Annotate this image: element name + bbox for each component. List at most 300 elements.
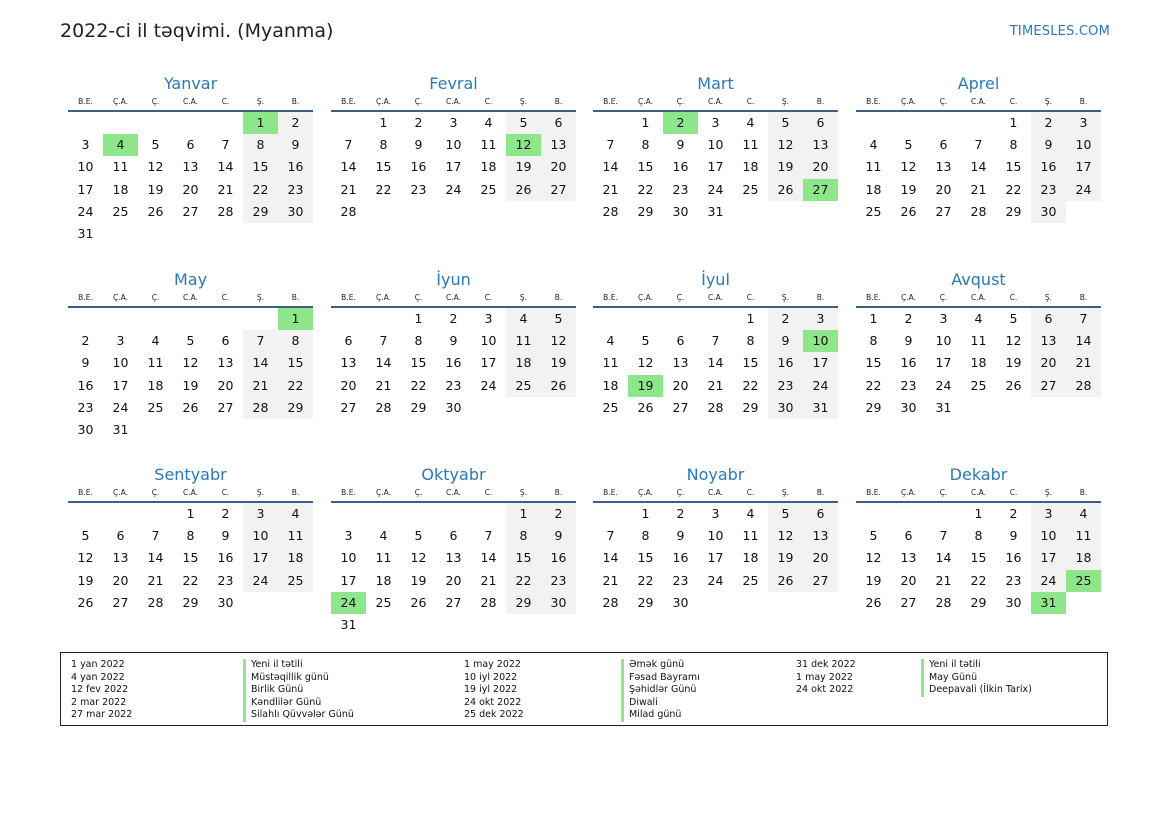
day-cell: 3 [116,333,125,349]
day-cell: 8 [278,330,313,352]
day-cell: 3 [449,115,458,130]
legend-holiday-name: Birlik Günü [243,684,354,697]
day-cell: 25 [278,570,313,592]
day-cell: 26 [77,594,94,610]
day-cell: 19 [506,156,541,178]
day-cell: 31 [803,397,838,419]
weekday-label: B.E. [78,293,93,302]
weekday-label: B. [554,293,563,302]
weekday-header [331,485,576,503]
day-cell: 30 [900,399,917,415]
empty-cell [593,503,628,525]
day-cell: 18 [742,550,759,566]
day-cell: 25 [375,594,392,610]
holiday-day-cell: 27 [803,179,838,201]
day-cell: 24 [1031,570,1066,592]
day-cell: 8 [414,333,423,349]
month-name: İyun [436,270,471,289]
empty-cell [243,308,278,330]
day-cell: 23 [445,377,462,393]
day-cell: 20 [182,181,199,197]
day-cell: 21 [602,181,619,197]
weekday-label: B. [1079,488,1088,497]
day-cell: 6 [116,528,125,544]
empty-cell [138,503,173,525]
day-cell: 16 [77,377,94,393]
day-cell: 4 [606,333,615,349]
month-name: Aprel [957,74,1000,93]
day-cell: 28 [375,399,392,415]
weekday-label: Ç. [414,97,423,106]
day-cell: 5 [869,528,878,544]
day-cell: 15 [970,550,987,566]
weekday-label: C.A. [970,97,986,106]
weekday-label: B. [816,293,825,302]
day-cell: 16 [445,355,462,371]
day-cell: 10 [935,333,952,349]
weekday-label: C. [1009,488,1018,497]
day-cell: 29 [742,399,759,415]
day-cell: 16 [900,355,917,371]
day-cell: 27 [340,399,357,415]
day-cell: 26 [541,375,576,397]
day-cell: 2 [278,112,313,134]
weekday-label: C. [1009,293,1018,302]
holiday-day-cell: 1 [278,308,313,330]
legend-date: 1 may 2022 [464,659,521,670]
empty-cell [436,503,471,525]
day-cell: 1 [746,311,755,326]
day-cell: 29 [637,594,654,610]
weekday-label: Ş. [519,97,528,106]
day-cell: 3 [803,308,838,330]
holiday-day-cell: 2 [663,112,698,134]
day-cell: 11 [278,525,313,547]
day-cell: 16 [672,550,689,566]
weekday-label: B.E. [866,488,881,497]
day-cell: 8 [506,525,541,547]
day-cell: 28 [243,397,278,419]
day-cell: 12 [768,134,803,156]
day-cell: 22 [970,572,987,588]
day-cell: 5 [151,137,160,153]
day-cell: 25 [112,203,129,219]
day-cell: 10 [707,137,724,153]
day-cell: 10 [480,333,497,349]
weekday-label: Ç.A. [375,488,391,497]
month-3 [593,73,838,223]
weekday-label: B.E. [603,97,618,106]
weekday-label: Ç.A. [375,97,391,106]
day-cell: 17 [112,377,129,393]
weekday-label: C. [484,488,493,497]
day-cell: 1 [641,115,650,130]
month-8 [856,269,1101,419]
day-cell: 9 [768,330,803,352]
legend-date: 24 okt 2022 [464,696,522,708]
day-cell: 20 [1031,352,1066,374]
day-cell: 5 [186,333,195,349]
empty-cell [173,308,208,330]
weekday-header [593,94,838,112]
day-cell: 6 [1031,308,1066,330]
day-cell: 4 [379,528,388,544]
day-cell: 12 [768,525,803,547]
empty-cell [103,308,138,330]
legend-holiday-name: Silahlı Qüvvələr Günü [243,709,354,722]
weekday-label: C.A. [970,488,986,497]
weekday-label: Ç. [939,293,948,302]
day-cell: 11 [742,528,759,544]
month-2 [331,73,576,223]
day-cell: 23 [672,181,689,197]
day-cell: 8 [746,333,755,349]
weekday-label: B. [816,488,825,497]
day-cell: 16 [541,547,576,569]
weekday-label: B. [1079,293,1088,302]
weekday-label: Ç.A. [900,488,916,497]
holiday-day-cell: 12 [506,134,541,156]
weekday-header [68,485,313,503]
day-cell: 22 [865,377,882,393]
day-cell: 26 [900,203,917,219]
month-6 [331,269,576,419]
day-cell: 18 [112,181,129,197]
day-grid [68,308,313,441]
day-cell: 26 [410,594,427,610]
empty-cell [331,308,366,330]
weekday-label: Ş. [519,488,528,497]
day-cell: 14 [480,550,497,566]
day-cell: 3 [711,115,720,130]
day-cell: 29 [506,592,541,614]
day-cell: 13 [182,159,199,175]
legend-names-3 [921,659,1032,697]
day-cell: 15 [637,550,654,566]
weekday-label: Ç.A. [112,293,128,302]
month-name: Mart [697,74,734,93]
weekday-label: Ş. [1044,293,1053,302]
day-cell: 2 [768,308,803,330]
day-cell: 16 [217,550,234,566]
day-cell: 29 [637,203,654,219]
empty-cell [401,503,436,525]
empty-cell [68,112,103,134]
day-cell: 21 [243,375,278,397]
day-grid [593,112,838,223]
day-cell: 21 [1066,352,1101,374]
day-cell: 3 [939,311,948,326]
legend-holiday-name: Fəsad Bayramı [621,672,700,685]
day-cell: 12 [637,355,654,371]
day-cell: 16 [1005,550,1022,566]
weekday-label: C.A. [445,488,461,497]
day-cell: 14 [340,159,357,175]
weekday-label: B.E. [341,293,356,302]
empty-cell [68,308,103,330]
day-cell: 7 [243,330,278,352]
holiday-day-cell: 4 [103,134,138,156]
day-cell: 28 [602,203,619,219]
empty-cell [926,112,961,134]
legend-holiday-name: Deepavali (İlkin Tarix) [921,684,1032,697]
weekday-label: Ç. [151,293,160,302]
day-cell: 12 [77,550,94,566]
day-cell: 27 [112,594,129,610]
day-cell: 20 [541,156,576,178]
day-cell: 14 [602,550,619,566]
empty-cell [593,112,628,134]
weekday-header [68,290,313,308]
weekday-label: C. [221,97,230,106]
day-cell: 20 [112,572,129,588]
day-cell: 22 [182,572,199,588]
day-grid [68,503,313,614]
day-cell: 19 [541,352,576,374]
empty-cell [961,112,996,134]
day-cell: 14 [935,550,952,566]
day-cell: 18 [147,377,164,393]
day-cell: 13 [935,159,952,175]
weekday-label: C. [746,97,755,106]
day-cell: 19 [147,181,164,197]
day-cell: 17 [77,181,94,197]
day-cell: 15 [865,355,882,371]
legend-holiday-name: Yeni il tətili [243,659,354,672]
holiday-day-cell: 31 [1031,592,1066,614]
weekday-label: Ç.A. [900,97,916,106]
day-cell: 11 [970,333,987,349]
weekday-header [331,290,576,308]
weekday-header [68,94,313,112]
weekday-label: Ş. [256,293,265,302]
day-cell: 7 [221,137,230,153]
day-cell: 7 [484,528,493,544]
day-cell: 3 [1066,112,1101,134]
day-cell: 29 [278,397,313,419]
day-cell: 27 [182,203,199,219]
day-cell: 16 [410,159,427,175]
day-grid [593,308,838,419]
weekday-label: B. [291,97,300,106]
day-cell: 30 [217,594,234,610]
holiday-day-cell: 25 [1066,570,1101,592]
weekday-label: B.E. [866,293,881,302]
month-name: Sentyabr [154,465,227,484]
day-cell: 20 [340,377,357,393]
day-cell: 23 [1005,572,1022,588]
day-cell: 1 [506,503,541,525]
weekday-label: B.E. [341,488,356,497]
month-name: Noyabr [686,465,745,484]
day-cell: 24 [707,181,724,197]
legend-date: 10 iyl 2022 [464,671,518,683]
legend-date: 31 dek 2022 [796,659,856,670]
day-cell: 10 [77,159,94,175]
day-cell: 7 [151,528,160,544]
month-4 [856,73,1101,223]
month-name: Fevral [429,74,478,93]
day-cell: 15 [637,159,654,175]
day-cell: 25 [970,377,987,393]
day-cell: 17 [707,159,724,175]
weekday-label: C.A. [707,293,723,302]
day-cell: 17 [243,547,278,569]
page-title: 2022-ci il təqvimi. (Myanma) [60,20,334,42]
day-cell: 12 [147,159,164,175]
brand-link[interactable]: TIMESLES.COM [1009,24,1110,39]
month-name: Avqust [951,270,1006,289]
day-cell: 7 [606,137,615,153]
day-cell: 9 [1031,134,1066,156]
day-cell: 22 [742,377,759,393]
month-11 [593,464,838,614]
day-cell: 23 [77,399,94,415]
day-cell: 25 [742,181,759,197]
day-grid [856,308,1101,419]
day-cell: 2 [221,506,230,521]
day-cell: 13 [1031,330,1066,352]
day-cell: 15 [182,550,199,566]
day-cell: 26 [865,594,882,610]
weekday-header [593,290,838,308]
day-cell: 5 [768,503,803,525]
day-grid [68,112,313,245]
day-cell: 21 [375,377,392,393]
empty-cell [698,308,733,330]
day-cell: 7 [379,333,388,349]
day-cell: 17 [340,572,357,588]
day-cell: 10 [1066,134,1101,156]
day-cell: 9 [676,528,685,544]
day-cell: 7 [606,528,615,544]
weekday-label: Ç. [414,293,423,302]
day-cell: 1 [974,506,983,521]
day-cell: 7 [344,137,353,153]
day-cell: 27 [445,594,462,610]
holiday-day-cell: 1 [243,112,278,134]
empty-cell [331,112,366,134]
weekday-label: C. [221,293,230,302]
weekday-header [856,94,1101,112]
legend-date: 4 yan 2022 [71,671,125,683]
day-grid [331,503,576,636]
legend-holiday-name: Müstəqillik günü [243,672,354,685]
day-cell: 27 [900,594,917,610]
weekday-label: B. [554,488,563,497]
day-cell: 6 [676,333,685,349]
day-cell: 22 [375,181,392,197]
day-grid [593,503,838,614]
day-cell: 31 [707,203,724,219]
day-cell: 2 [414,115,423,130]
legend-date: 24 okt 2022 [796,684,854,696]
day-cell: 10 [112,355,129,371]
day-cell: 21 [602,572,619,588]
day-cell: 22 [506,570,541,592]
day-cell: 25 [865,203,882,219]
legend-holiday-name: Şəhidlər Günü [621,684,700,697]
day-cell: 30 [1005,594,1022,610]
weekday-label: Ş. [781,97,790,106]
day-cell: 24 [112,399,129,415]
month-name: Yanvar [163,74,218,93]
weekday-header [331,94,576,112]
weekday-label: C.A. [182,97,198,106]
legend-date: 1 may 2022 [796,671,853,683]
month-name: İyul [701,270,730,289]
day-cell: 4 [746,506,755,521]
day-cell: 15 [1005,159,1022,175]
weekday-label: B.E. [341,97,356,106]
day-cell: 2 [449,311,458,326]
day-cell: 5 [641,333,650,349]
day-cell: 30 [672,203,689,219]
weekday-label: B. [554,97,563,106]
day-cell: 13 [217,355,234,371]
day-cell: 28 [147,594,164,610]
day-cell: 28 [707,399,724,415]
day-cell: 8 [974,528,983,544]
legend-dates-2 [464,659,524,722]
day-cell: 5 [506,112,541,134]
day-cell: 14 [147,550,164,566]
day-cell: 2 [1009,506,1018,521]
day-cell: 29 [410,399,427,415]
empty-cell [103,112,138,134]
empty-cell [891,112,926,134]
day-cell: 6 [803,112,838,134]
weekday-label: Ç. [414,488,423,497]
empty-cell [593,308,628,330]
day-cell: 31 [340,616,357,632]
day-cell: 3 [711,506,720,521]
day-cell: 9 [449,333,458,349]
empty-cell [663,308,698,330]
day-cell: 28 [480,594,497,610]
weekday-label: C. [1009,97,1018,106]
day-cell: 4 [151,333,160,349]
day-cell: 30 [77,421,94,437]
weekday-label: B. [816,97,825,106]
empty-cell [103,503,138,525]
empty-cell [138,308,173,330]
day-cell: 18 [506,352,541,374]
day-cell: 22 [243,179,278,201]
day-cell: 22 [410,377,427,393]
day-cell: 26 [768,179,803,201]
day-cell: 11 [147,355,164,371]
weekday-label: B. [1079,97,1088,106]
day-grid [331,112,576,223]
day-cell: 19 [768,547,803,569]
day-cell: 4 [1066,503,1101,525]
weekday-label: C. [746,488,755,497]
day-cell: 12 [182,355,199,371]
legend-holiday-name: Kəndlilər Günü [243,697,354,710]
day-cell: 26 [506,179,541,201]
weekday-label: Ç. [151,97,160,106]
empty-cell [891,503,926,525]
day-cell: 3 [243,503,278,525]
day-cell: 19 [865,572,882,588]
weekday-label: Ç.A. [375,293,391,302]
day-cell: 2 [541,503,576,525]
day-cell: 11 [742,137,759,153]
day-cell: 17 [480,355,497,371]
day-cell: 31 [112,421,129,437]
weekday-label: C.A. [182,488,198,497]
